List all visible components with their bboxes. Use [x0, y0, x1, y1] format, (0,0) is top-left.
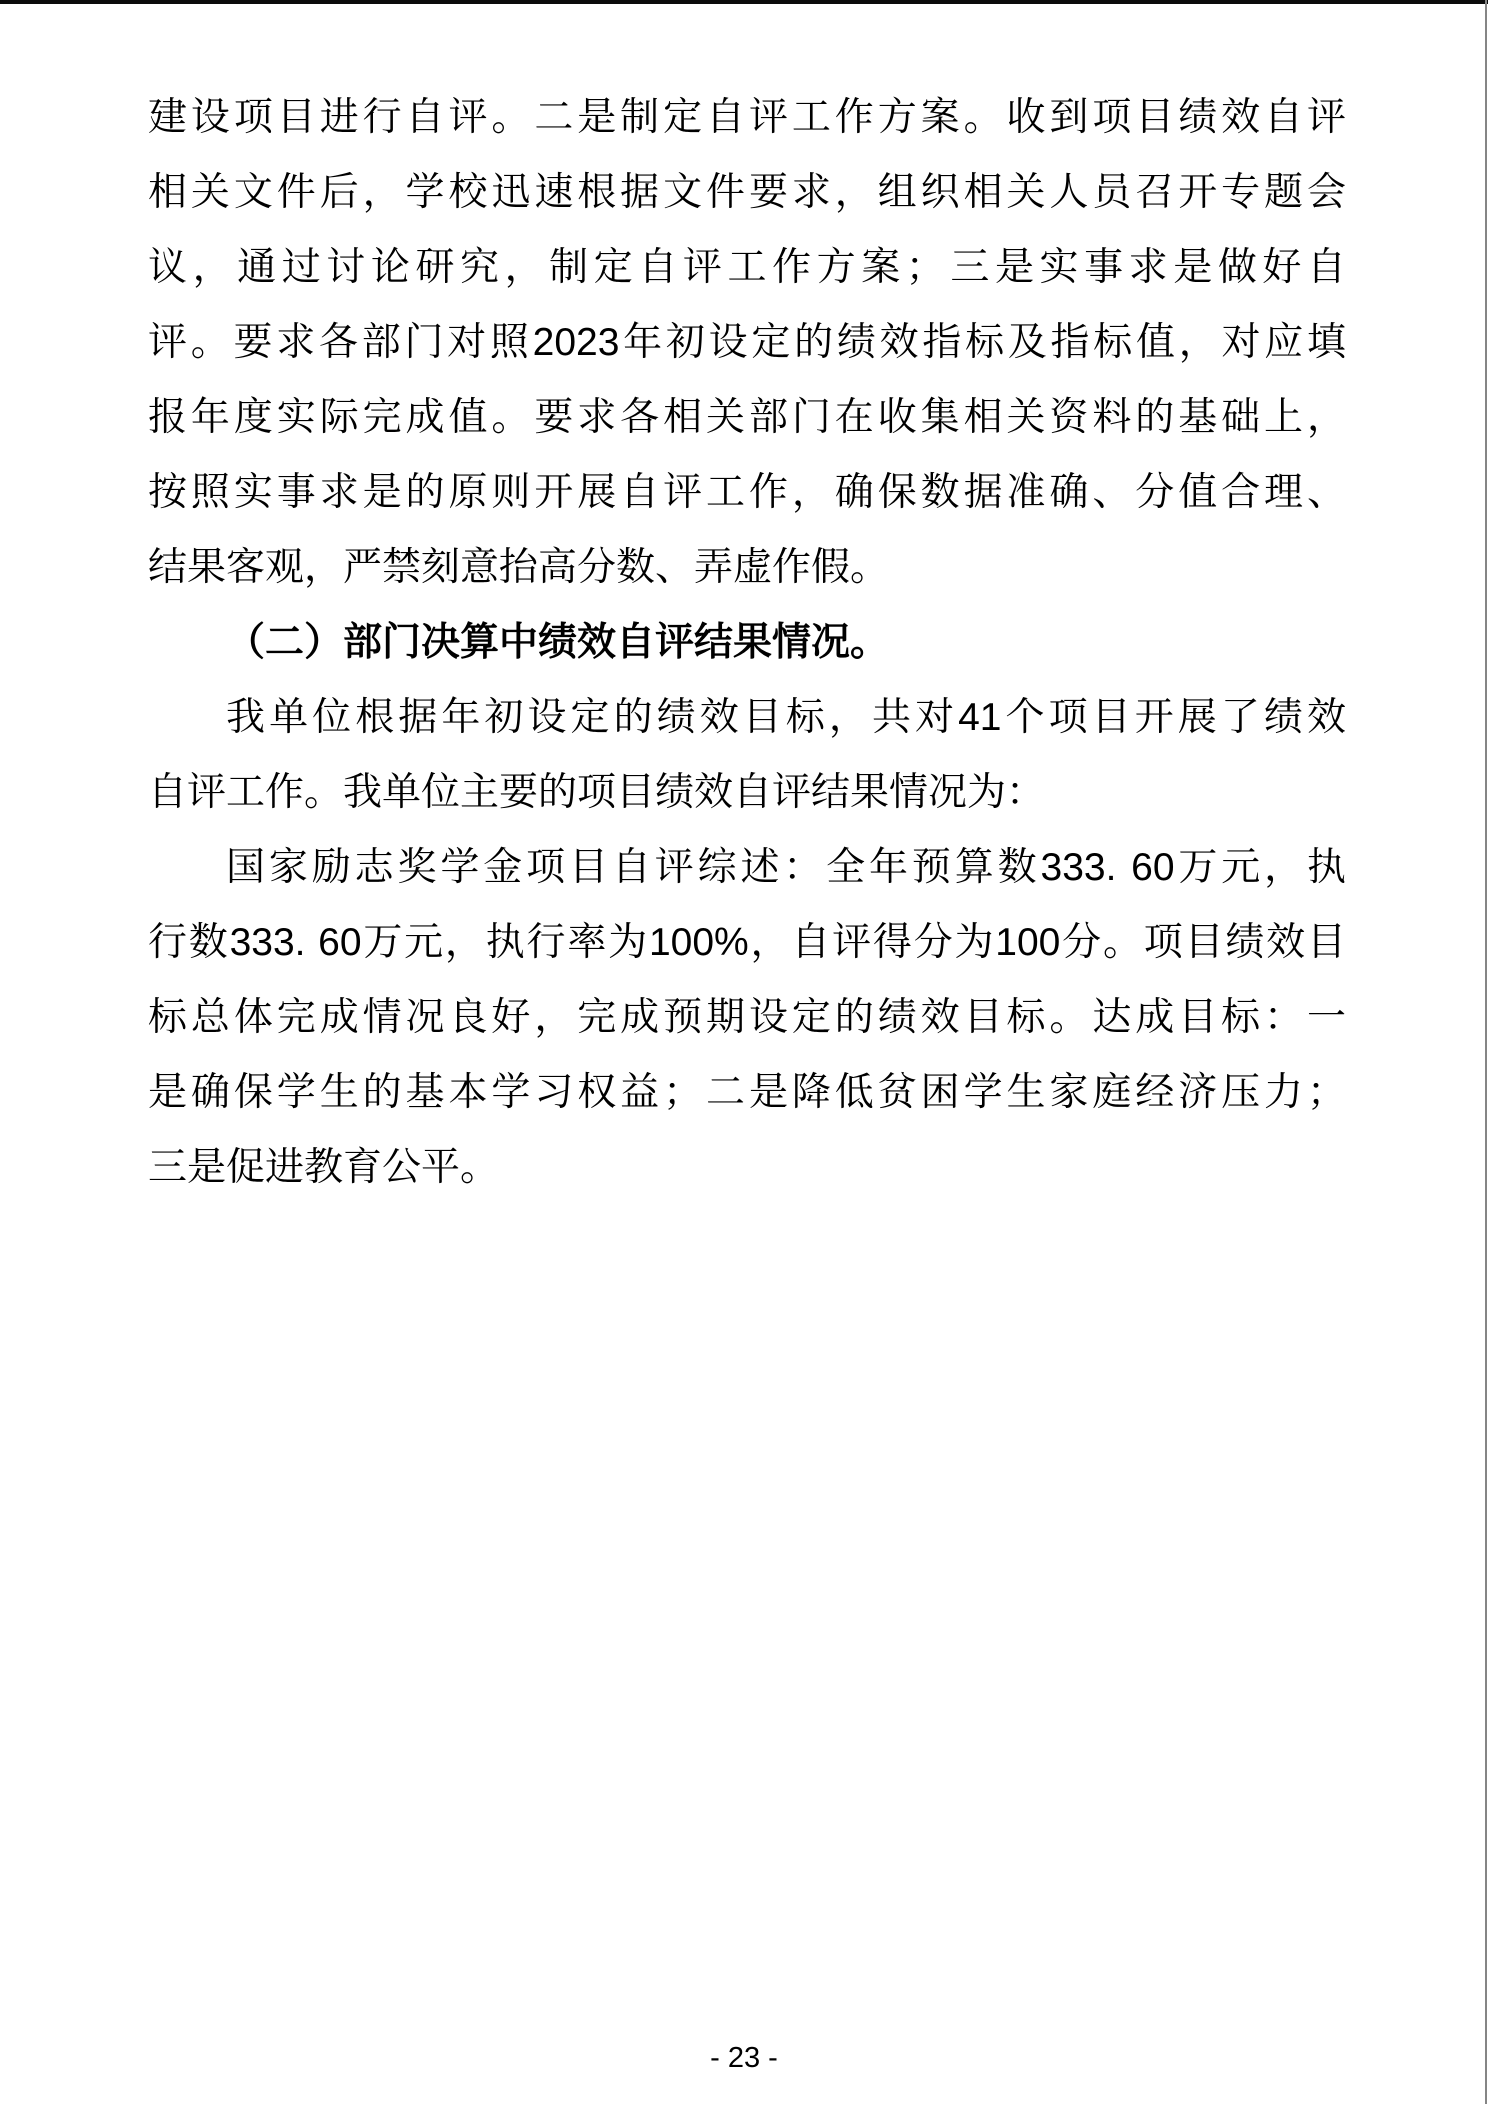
- text-line: 标总体完成情况良好，完成预期设定的绩效目标。达成目标：一: [148, 996, 1346, 1039]
- text-line: 我单位根据年初设定的绩效目标，共对41个项目开展了绩效: [226, 696, 1346, 739]
- text-line: 三是促进教育公平。: [148, 1146, 500, 1189]
- page-top-edge-bar: [0, 0, 1488, 4]
- text-line: 行数333. 60万元，执行率为100%，自评得分为100分。项目绩效目: [148, 921, 1346, 964]
- page-number: - 23 -: [710, 2042, 778, 2074]
- text-line: 报年度实际完成值。要求各相关部门在收集相关资料的基础上，: [148, 396, 1346, 439]
- text-line: （二）部门决算中绩效自评结果情况。: [226, 621, 890, 664]
- text-content: [148, 80, 1346, 1205]
- text-line: 自评工作。我单位主要的项目绩效自评结果情况为：: [148, 771, 1046, 814]
- text-line: 相关文件后，学校迅速根据文件要求，组织相关人员召开专题会: [148, 171, 1346, 214]
- text-line: 结果客观，严禁刻意抬高分数、弄虚作假。: [148, 546, 890, 589]
- text-line: 评。要求各部门对照2023年初设定的绩效指标及指标值，对应填: [148, 321, 1346, 364]
- text-line: 建设项目进行自评。二是制定自评工作方案。收到项目绩效自评: [148, 96, 1346, 139]
- text-line: 按照实事求是的原则开展自评工作，确保数据准确、分值合理、: [148, 471, 1346, 514]
- page-right-edge-line: [1485, 0, 1487, 2104]
- text-line: 议，通过讨论研究，制定自评工作方案；三是实事求是做好自: [148, 246, 1346, 289]
- text-line: 是确保学生的基本学习权益；二是降低贫困学生家庭经济压力；: [148, 1071, 1346, 1114]
- text-line: 国家励志奖学金项目自评综述：全年预算数333. 60万元，执: [226, 846, 1346, 889]
